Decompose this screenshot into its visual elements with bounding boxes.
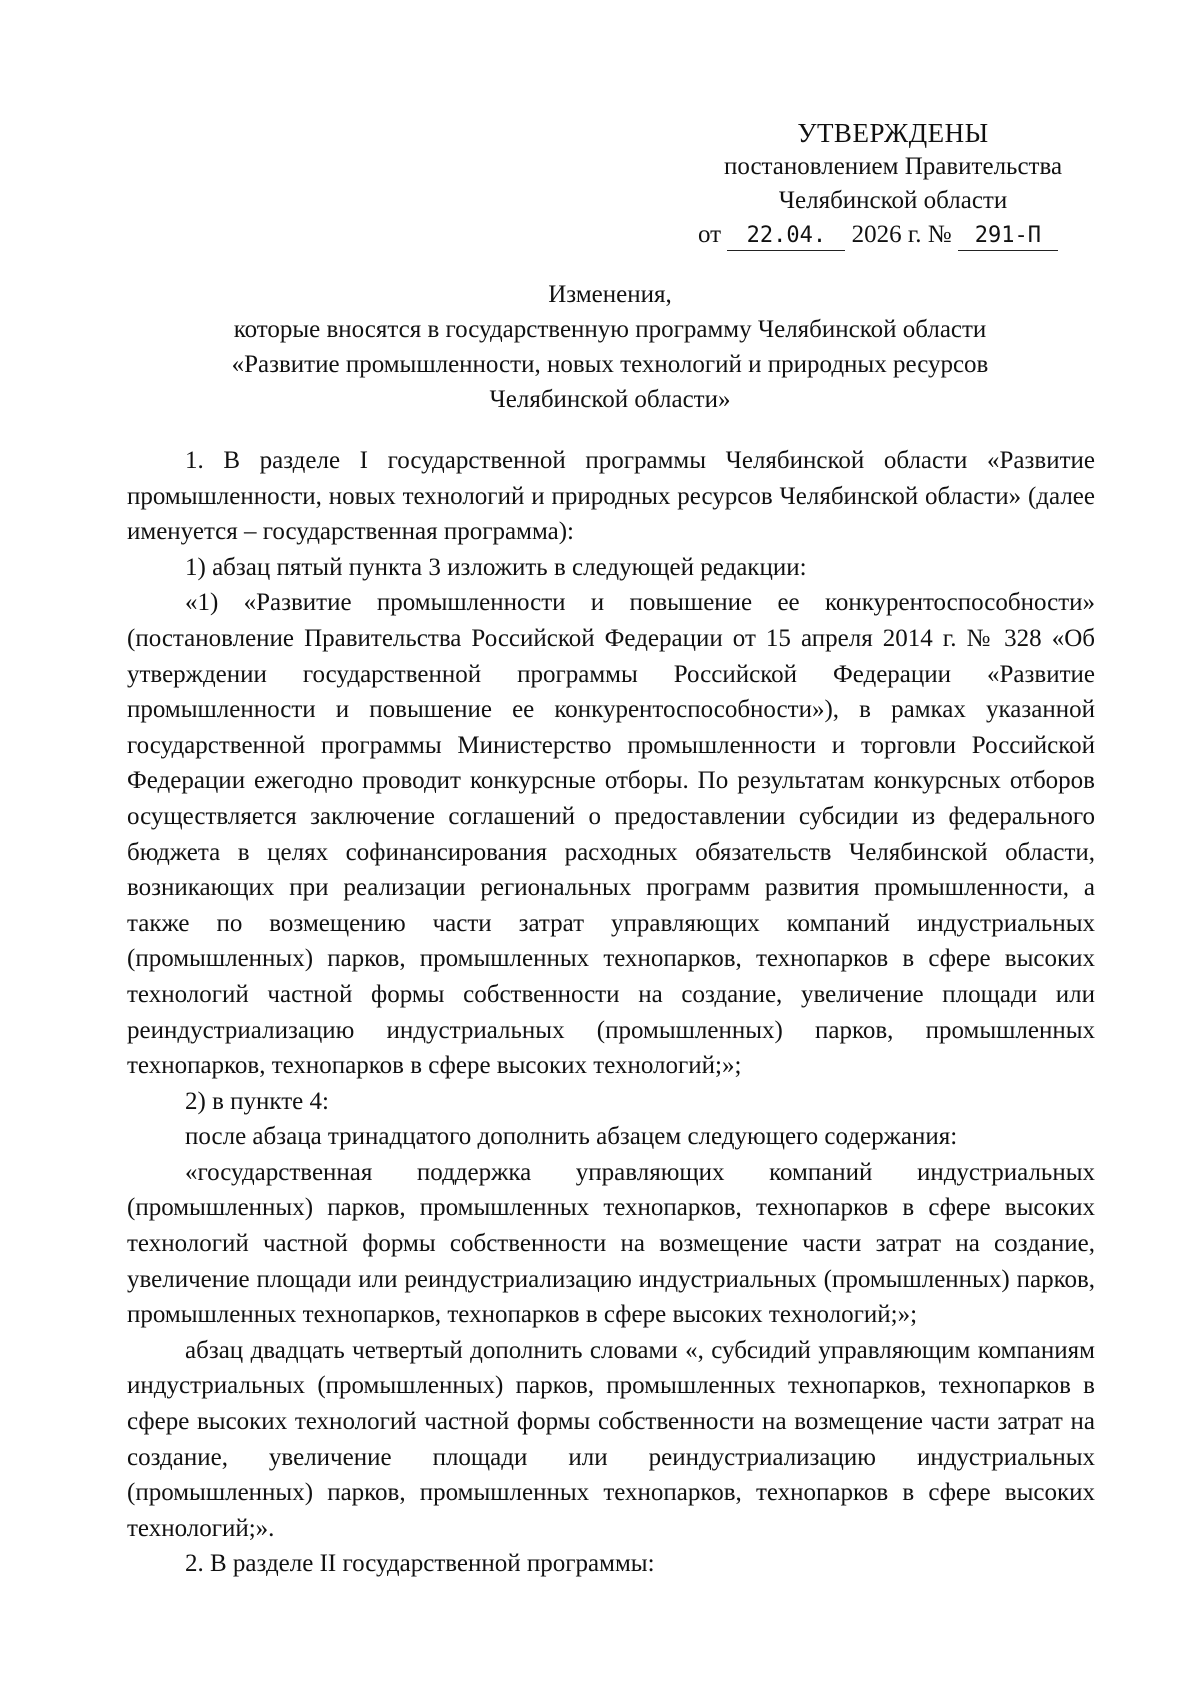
decree-number: 291-П — [958, 222, 1058, 251]
paragraph-item-2: 2) в пункте 4: — [185, 1087, 329, 1115]
decree-year: 2026 г. № — [851, 221, 952, 248]
paragraph-quote-program: «1) «Развитие промышленности и повышение ее конкурентоспособности» (постановление Правительства Российской Федерации от 15 апреля 2014 г. № 328 «Об утверждении государственной программы Российской Федерации «Развитие промышленности и повышение ее конкурентоспособности»), в рамках указанной государственной программы Министерство промышленности и торговли Российской Федерации ежегодно проводит конкурсные отборы. По результатам конкурсных отборов осуществляется заключение соглашений о предоставлении субсидии из федерального бюджета в целях софинансирования расходных обязательств Челябинской области, возникающих при реализации региональных программ развития промышленности, а также по возмещению части затрат управляющих компаний индустриальных (промышленных) парков, промышленных технопарков, технопарков в сфере высоких технологий частной формы собственности на создание, увеличение площади или реиндустриализацию индустриальных (промышленных) парков, промышленных технопарков, технопарков в сфере высоких технологий;»; — [127, 589, 1095, 1080]
title-line-3: «Развитие промышленности, новых технологий и природных ресурсов — [231, 351, 989, 378]
document-title — [120, 277, 1100, 417]
decree-date: 22.04. — [727, 222, 845, 251]
title-line-2: которые вносятся в государственную программу Челябинской области — [233, 316, 987, 343]
document-body — [127, 443, 1095, 1582]
approval-heading: УТВЕРЖДЕНЫ — [797, 118, 989, 148]
title-line-4: Челябинской области» — [489, 386, 731, 413]
date-prefix: от — [698, 221, 722, 248]
approval-line-1: постановлением Правительства — [723, 153, 1063, 180]
approval-date-line — [696, 218, 1090, 252]
paragraph-paragraph-24: абзац двадцать четвертый дополнить словами «, субсидий управляющим компаниям индустриальных (промышленных) парков, промышленных технопарков, технопарков в сфере высоких технологий частной формы собственности на возмещение части затрат на создание, увеличение площади или реиндустриализацию индустриальных (промышленных) парков, промышленных технопарков, технопарков в сфере высоких технологий;». — [127, 1336, 1095, 1542]
paragraph-section-2: 2. В разделе II государственной программы: — [185, 1550, 655, 1578]
paragraph-after-13: после абзаца тринадцатого дополнить абзацем следующего содержания: — [185, 1123, 958, 1151]
approval-line-2: Челябинской области — [778, 187, 1008, 214]
paragraph-quote-support: «государственная поддержка управляющих компаний индустриальных (промышленных) парков, промышленных технопарков, технопарков в сфере высоких технологий частной формы собственности на возмещение части затрат на создание, увеличение площади или реиндустриализацию индустриальных (промышленных) парков, промышленных технопарков, технопарков в сфере высоких технологий;»; — [127, 1158, 1095, 1329]
paragraph-item-1: 1) абзац пятый пункта 3 изложить в следующей редакции: — [185, 553, 807, 581]
title-line-1: Изменения, — [548, 281, 672, 308]
paragraph-section-1: 1. В разделе I государственной программы Челябинской области «Развитие промышленности, новых технологий и природных ресурсов Челябинской области» (далее именуется – государственная программа): — [127, 447, 1095, 546]
approval-stamp — [696, 116, 1090, 252]
